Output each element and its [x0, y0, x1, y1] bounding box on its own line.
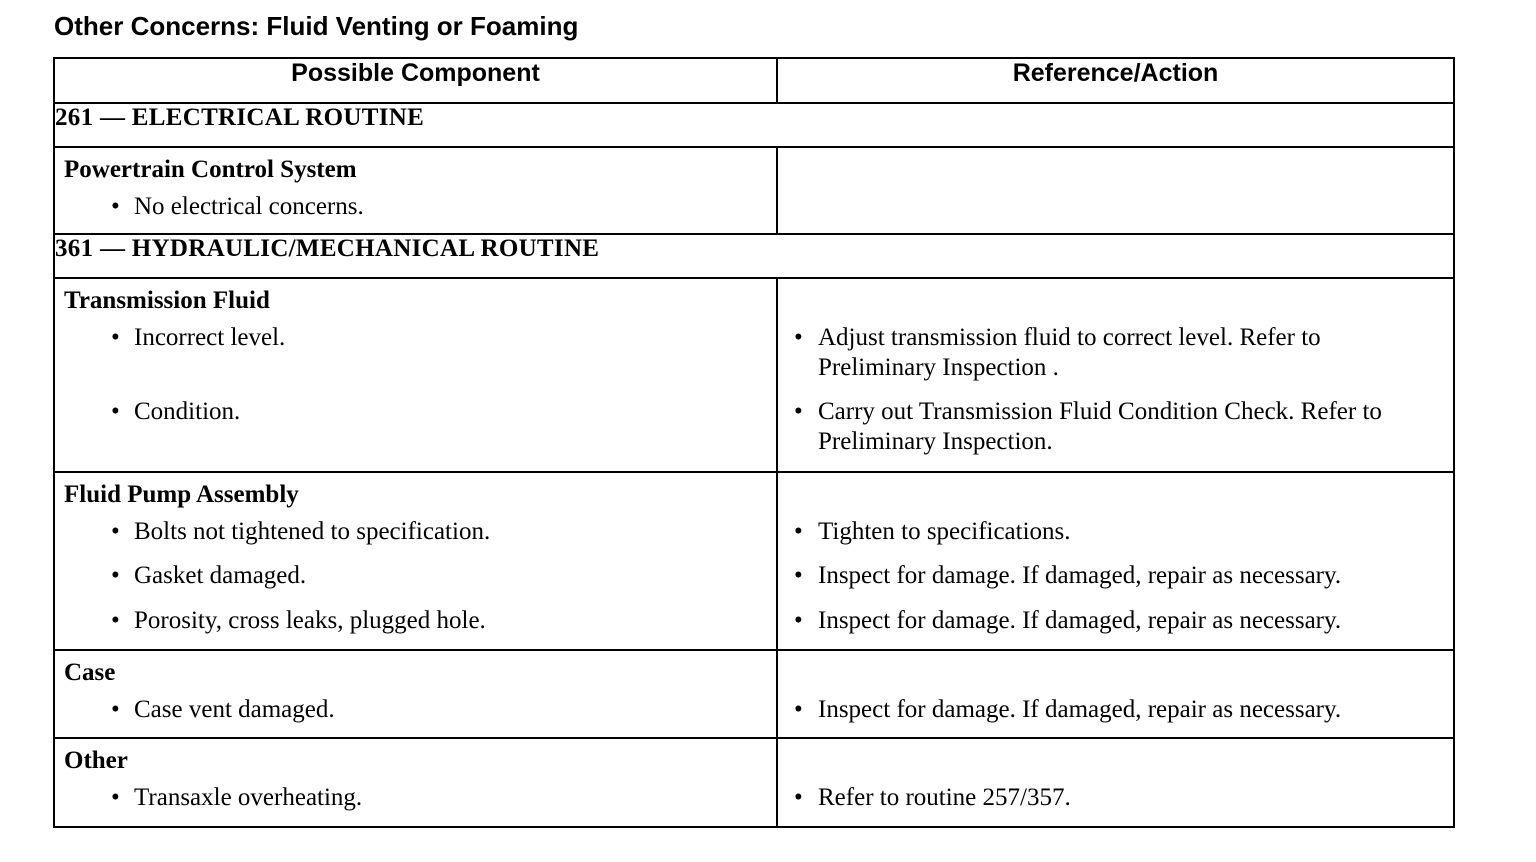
component-text: Gasket damaged.: [134, 562, 307, 589]
component-text: Porosity, cross leaks, plugged hole.: [134, 607, 486, 634]
action-cell: [777, 650, 1454, 738]
bullet-icon: •: [111, 324, 120, 351]
component-cell: [54, 147, 777, 234]
action-text: Carry out Transmission Fluid Condition Check. Refer to Preliminary Inspection.: [818, 398, 1382, 455]
diagnostic-table: [53, 57, 1455, 828]
bullet-icon: •: [111, 398, 120, 425]
action-item: [778, 783, 1453, 813]
component-text: Transaxle overheating.: [134, 784, 363, 811]
bullet-icon: •: [794, 784, 803, 811]
component-cell: [54, 278, 777, 472]
component-cell: [54, 472, 777, 650]
bullet-icon: •: [111, 607, 120, 634]
bullet-icon: •: [111, 562, 120, 589]
component-item: [55, 192, 776, 233]
component-cell: [54, 650, 777, 738]
bullet-icon: •: [111, 518, 120, 545]
section-row: [54, 234, 1454, 278]
component-item: [55, 517, 776, 561]
group-name: Case: [64, 659, 116, 686]
component-text: Bolts not tightened to specification.: [134, 518, 491, 545]
group-row: [54, 650, 1454, 738]
action-item: [778, 397, 1453, 457]
action-item: [778, 606, 1453, 636]
group-row: [54, 738, 1454, 827]
group-row: [54, 278, 1454, 472]
component-text: Condition.: [134, 398, 241, 425]
component-cell: [54, 738, 777, 827]
component-item: [55, 397, 776, 427]
action-text: Refer to routine 257/357.: [818, 784, 1071, 811]
action-cell: [777, 147, 1454, 234]
section-row: [54, 103, 1454, 147]
action-cell: [777, 278, 1454, 472]
component-text: No electrical concerns.: [134, 193, 364, 220]
component-text: Incorrect level.: [134, 324, 286, 351]
component-item: [55, 606, 776, 636]
bullet-icon: •: [794, 324, 803, 351]
action-item: [778, 517, 1453, 561]
table-header-row: [54, 58, 1454, 103]
bullet-icon: •: [794, 607, 803, 634]
section-heading: 361 — HYDRAULIC/MECHANICAL ROUTINE: [54, 234, 1454, 278]
group-name: Other: [64, 747, 128, 774]
action-item: [778, 561, 1453, 606]
action-item: [778, 323, 1453, 397]
component-item: [55, 323, 776, 397]
component-item: [55, 561, 776, 606]
bullet-icon: •: [111, 784, 120, 811]
component-item: [55, 783, 776, 813]
component-item: [55, 695, 776, 725]
bullet-icon: •: [111, 193, 120, 220]
group-name: Transmission Fluid: [64, 287, 270, 314]
group-row: [54, 147, 1454, 234]
bullet-icon: •: [111, 696, 120, 723]
column-header-action: Reference/Action: [777, 58, 1454, 103]
page-title: Other Concerns: Fluid Venting or Foaming: [54, 11, 579, 41]
bullet-icon: •: [794, 696, 803, 723]
action-text: Inspect for damage. If damaged, repair as necessary.: [818, 696, 1342, 723]
action-text: Inspect for damage. If damaged, repair as necessary.: [818, 562, 1342, 589]
action-text: Tighten to specifications.: [818, 518, 1071, 545]
action-text: Adjust transmission fluid to correct level. Refer to Preliminary Inspection .: [818, 324, 1321, 381]
column-header-component: Possible Component: [54, 58, 777, 103]
action-item: [778, 695, 1453, 725]
group-name: Fluid Pump Assembly: [64, 481, 299, 508]
section-heading: 261 — ELECTRICAL ROUTINE: [54, 103, 1454, 147]
action-cell: [777, 472, 1454, 650]
bullet-icon: •: [794, 398, 803, 425]
bullet-icon: •: [794, 518, 803, 545]
group-name: Powertrain Control System: [64, 156, 357, 183]
action-cell: [777, 738, 1454, 827]
action-text: Inspect for damage. If damaged, repair as necessary.: [818, 607, 1342, 634]
bullet-icon: •: [794, 562, 803, 589]
group-row: [54, 472, 1454, 650]
component-text: Case vent damaged.: [134, 696, 335, 723]
